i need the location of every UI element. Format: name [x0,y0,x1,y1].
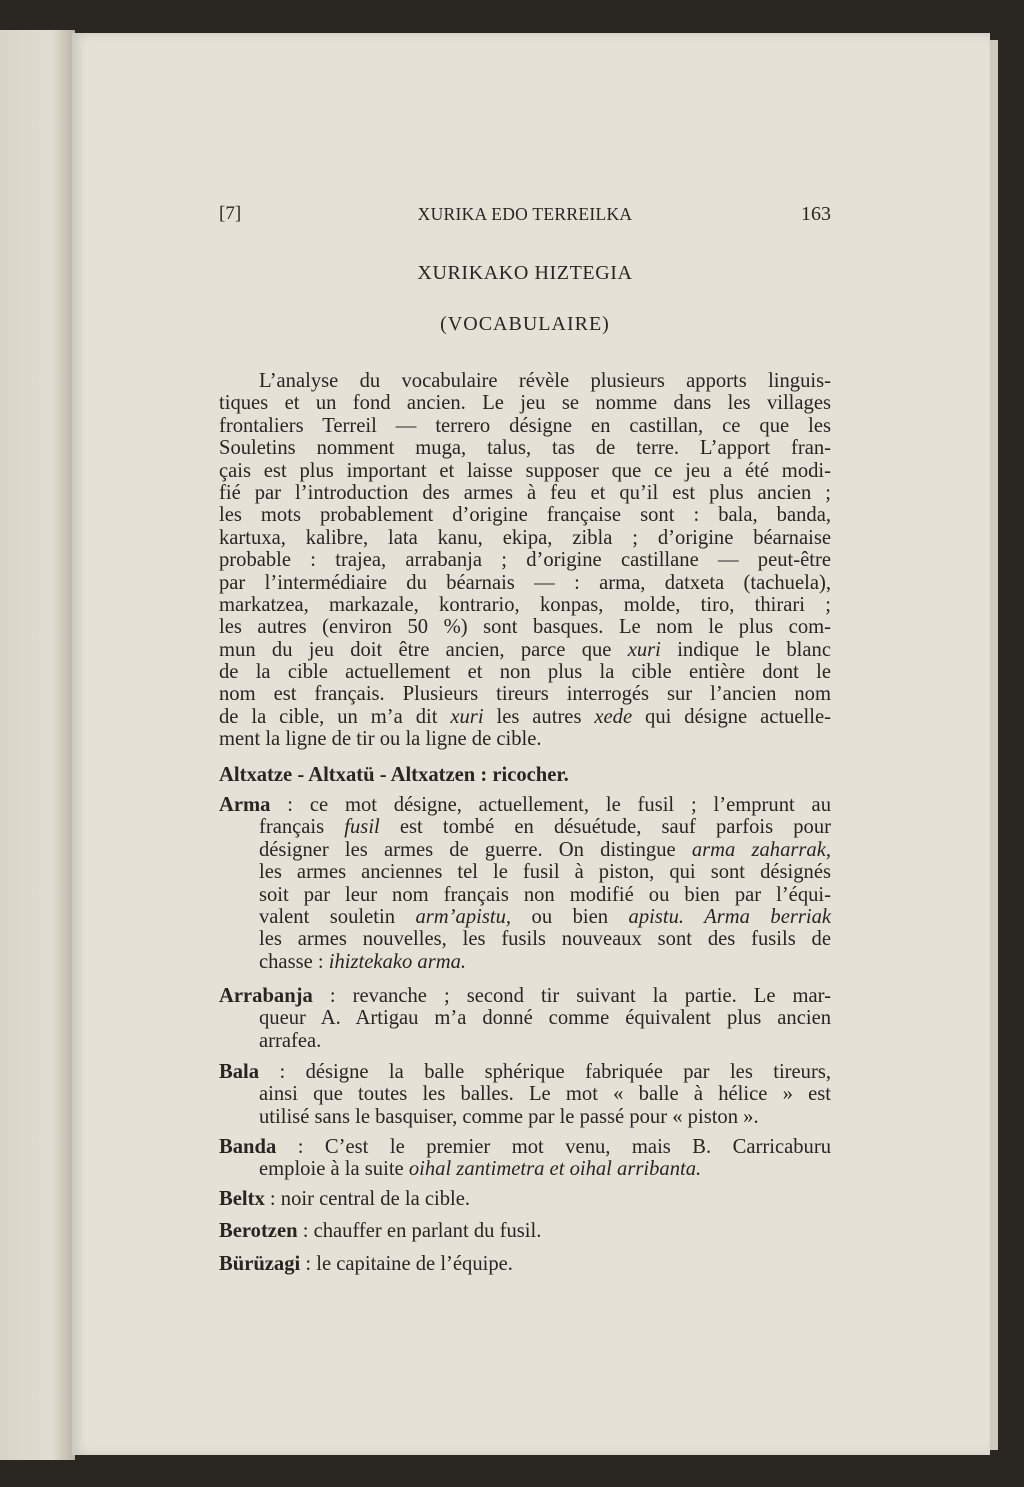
text-run: de la cible, un m’a dit [219,705,451,728]
text-run: probable : trajea, arrabanja ; d’origine castillane — peut-être [219,549,831,572]
text-line [219,951,831,973]
text-line [219,616,831,638]
italic-term: arma zaharrak, [691,838,831,861]
text-run: frontaliers Terreil — terrero désigne en castillan, ce que les [219,414,831,437]
text-line [219,1106,831,1128]
intro-paragraph [219,370,831,751]
headword: Altxatze - Altxatü - Altxatzen : ricocher. [219,764,569,786]
text-line [219,928,831,950]
headword: Berotzen [219,1220,298,1242]
text-line [219,728,831,750]
vocabulary-entry [219,794,831,973]
italic-term: xuri [627,638,661,661]
text-line [219,683,831,705]
text-line [219,639,831,661]
text-run: : revanche ; second tir suivant la partie. Le mar- [312,985,831,1007]
text-line [219,437,831,459]
text-line [219,415,831,437]
italic-term: fusil [344,816,380,839]
vocabulary-entry [219,985,831,1052]
page-edge [990,40,998,1450]
text-line [219,1136,831,1158]
running-header [219,203,831,229]
text-line [219,906,831,928]
page-subtitle: (VOCABULAIRE) [440,313,610,335]
vocabulary-entry [219,1188,831,1210]
text-line [219,794,831,816]
text-run: utilisé sans le basquiser, comme par le passé pour « piston ». [259,1105,759,1128]
italic-term: oihal zantimetra et oihal arribanta. [408,1158,702,1181]
text-line [219,527,831,549]
headword: Bala [219,1061,260,1083]
text-line [219,839,831,861]
text-run: ment la ligne de tir ou la ligne de cible. [219,728,542,751]
text-line [219,706,831,728]
text-run: ainsi que toutes les balles. Le mot « balle à hélice » est [259,1083,831,1106]
text-line [219,1030,831,1052]
text-line [219,1220,831,1242]
headword: Arma [219,794,271,816]
text-run: valent souletin [259,905,416,928]
headword: Arrabanja [219,985,313,1007]
text-run: ou bien [511,905,629,928]
vocabulary-entry [219,764,831,786]
text-run: fié par l’introduction des armes à feu et qu’il est plus ancien ; [219,481,831,504]
text-line [219,482,831,504]
vocabulary-entry [219,1136,831,1181]
text-run: L’analyse du vocabulaire révèle plusieurs apports linguis- [259,370,831,392]
text-line [219,549,831,571]
text-run: : chauffer en parlant du fusil. [297,1220,542,1242]
text-line [219,504,831,526]
text-run: kartuxa, kalibre, lata kanu, ekipa, zibla ; d’origine béarnaise [219,526,831,549]
italic-term: arm’apistu, [415,905,512,928]
text-run: Souletins nomment muga, talus, tas de terre. L’apport fran- [219,437,831,460]
text-run: : ce mot désigne, actuellement, le fusil ; l’emprunt au [270,794,831,816]
text-run: indique le blanc [660,638,831,661]
text-line [219,1061,831,1083]
text-line [219,764,831,786]
page-number: 163 [801,203,831,225]
text-run: arrafea. [259,1029,322,1052]
text-run: les mots probablement d’origine française sont : bala, banda, [219,504,831,527]
text-line [219,884,831,906]
text-run: soit par leur nom français non modifié ou bien par l’équi- [259,883,831,906]
text-line [219,1158,831,1180]
text-line [219,1253,831,1275]
text-line [219,661,831,683]
text-run: les autres [483,705,595,728]
italic-term: xede [594,705,633,728]
text-line [219,370,831,392]
text-line [219,1188,831,1210]
text-line [219,1007,831,1029]
text-run: est tombé en désuétude, sauf parfois pour [379,816,831,839]
page-title: XURIKAKO HIZTEGIA [417,262,633,284]
italic-term: ihiztekako arma. [328,950,467,973]
text-run: : noir central de la cible. [264,1188,471,1210]
text-run: emploie à la suite [259,1158,409,1181]
text-run: tiques et un fond ancien. Le jeu se nomme dans les villages [219,392,831,415]
vocabulary-entry [219,1061,831,1128]
text-run: : désigne la balle sphérique fabriquée par les tireurs, [259,1061,831,1083]
text-run: chasse : [259,950,329,973]
previous-page-edge [0,30,75,1460]
text-line [219,1083,831,1105]
section-number: [7] [219,203,242,224]
text-line [219,460,831,482]
running-title: XURIKA EDO TERREILKA [417,204,633,224]
text-run: par l’intermédiaire du béarnais — : arma, datxeta (tachuela), [219,571,831,594]
text-line [219,572,831,594]
italic-term: xuri [450,705,484,728]
text-run: : le capitaine de l’équipe. [300,1253,513,1275]
italic-term: apistu. Arma berriak [628,905,832,928]
text-line [219,392,831,414]
text-run: français [259,816,345,839]
text-run: qui désigne actuelle- [632,705,831,728]
text-run: les armes nouvelles, les fusils nouveaux sont des fusils de [259,928,831,951]
text-line [219,985,831,1007]
text-run: désigner les armes de guerre. On distingue [259,838,692,861]
text-run: çais est plus important et laisse supposer que ce jeu a été modi- [219,459,831,482]
text-run: : C’est le premier mot venu, mais B. Carricaburu [276,1136,831,1158]
text-run: mun du jeu doit être ancien, parce que [219,638,628,661]
headword: Beltx [219,1188,265,1210]
text-line [219,861,831,883]
text-run: nom est français. Plusieurs tireurs interrogés sur l’ancien nom [219,683,831,706]
text-run: markatzea, markazale, kontrario, konpas, molde, tiro, thirari ; [219,593,831,616]
text-run: les autres (environ 50 %) sont basques. Le nom le plus com- [219,616,831,639]
text-run: les armes anciennes tel le fusil à piston, qui sont désignés [259,861,831,884]
headword: Banda [219,1136,277,1158]
vocabulary-entry [219,1220,831,1242]
text-run: de la cible actuellement et non plus la cible entière dont le [219,661,831,684]
text-run: queur A. Artigau m’a donné comme équivalent plus ancien [259,1007,831,1030]
text-line [219,594,831,616]
vocabulary-entry [219,1253,831,1275]
headword: Bürüzagi [219,1253,301,1275]
text-line [219,816,831,838]
